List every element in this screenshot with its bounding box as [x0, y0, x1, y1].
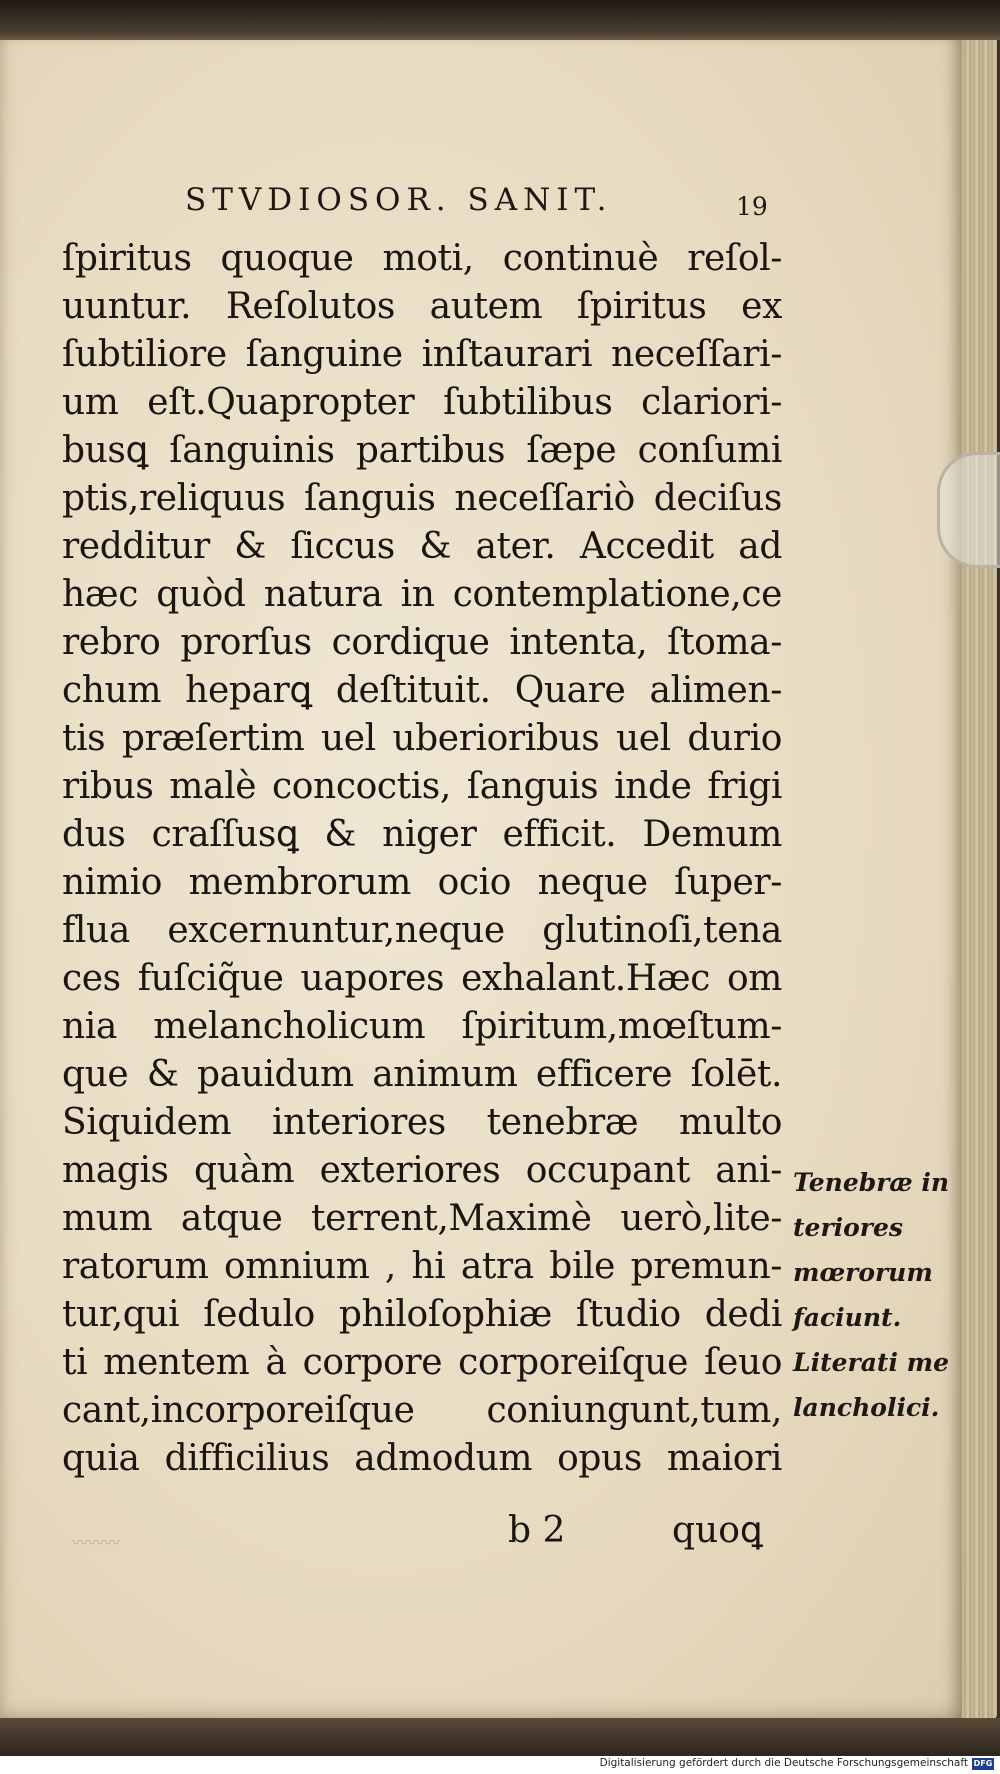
binding-bottom-shadow — [0, 1718, 1000, 1758]
text-line: Siquidem interiores tenebræ multo — [62, 1102, 782, 1143]
page-number: 19 — [736, 192, 768, 221]
text-line: redditur & ſiccus & ater. Accedit ad — [62, 526, 782, 567]
text-line: ſubtiliore ſanguine inſtaurari neceſſari- — [62, 334, 782, 375]
credit-line: Digitalisierung gefördert durch die Deutsche Forschungsgemeinschaft — [599, 1757, 968, 1769]
text-line: ratorum omnium , hi atra bile premun- — [62, 1246, 782, 1287]
binding-top-shadow — [0, 0, 1000, 40]
text-line: ſpiritus quoque moti, continuè reſol- — [62, 238, 782, 279]
text-line: hæc quòd natura in contemplatione,ce — [62, 574, 782, 615]
running-header: STVDIOSOR. SANIT. — [185, 182, 613, 218]
text-line: que & pauidum animum efficere ſolēt. — [62, 1054, 782, 1095]
text-line: nia melancholicum ſpiritum,mœſtum- — [62, 1006, 782, 1047]
signature-mark: b 2 — [508, 1510, 566, 1551]
text-line: flua excernuntur,neque glutinoſi,tena — [62, 910, 782, 951]
text-line: ti mentem à corpore corporeiſque ſeuo — [62, 1342, 782, 1383]
text-line: ribus malè concoctis, ſanguis inde frigi — [62, 766, 782, 807]
marginal-note-line: Tenebræ in — [793, 1168, 950, 1197]
text-line: um eſt.Quapropter ſubtilibus clariori- — [62, 382, 782, 423]
text-line: tur,qui ſedulo philoſophiæ ſtudio dedi — [62, 1294, 782, 1335]
text-line: ces fuſciq̃ue uapores exhalant.Hæc om — [62, 958, 782, 999]
text-line: magis quàm exteriores occupant ani- — [62, 1150, 782, 1191]
text-line: nimio membrorum ocio neque ſuper- — [62, 862, 782, 903]
text-line: rebro prorſus cordique intenta, ſtoma- — [62, 622, 782, 663]
text-line: quia difficilius admodum opus maiori — [62, 1438, 782, 1479]
text-line: uuntur. Reſolutos autem ſpiritus ex — [62, 286, 782, 327]
catchword: quoꝗ — [672, 1510, 763, 1551]
text-line: chum heparꝗ deſtituit. Quare alimen- — [62, 670, 782, 711]
body-text — [62, 235, 782, 1483]
marginal-note — [793, 1160, 950, 1430]
page-clip — [937, 452, 1000, 568]
marginal-note-line: mœrorum — [793, 1258, 933, 1287]
dfg-logo: DFG — [973, 1759, 993, 1768]
marginal-note-line: lancholici. — [793, 1393, 940, 1422]
text-line: tis præſertim uel uberioribus uel durio — [62, 718, 782, 759]
text-line: cant,incorporeiſque coniungunt,tum, — [62, 1390, 782, 1431]
text-line: ptis,reliquus ſanguis neceſſariò deciſus — [62, 478, 782, 519]
marginal-note-line: Literati me — [793, 1348, 950, 1377]
marginal-note-line: teriores — [793, 1213, 903, 1242]
text-line: busꝗ ſanguinis partibus ſæpe conſumi — [62, 430, 782, 471]
text-line: dus craſſusꝗ & niger efficit. Demum — [62, 814, 782, 855]
marginal-note-line: faciunt. — [793, 1303, 902, 1332]
text-line: mum atque terrent,Maximè uerò,lite- — [62, 1198, 782, 1239]
pencil-mark: 〰〰〰 — [72, 1533, 121, 1552]
